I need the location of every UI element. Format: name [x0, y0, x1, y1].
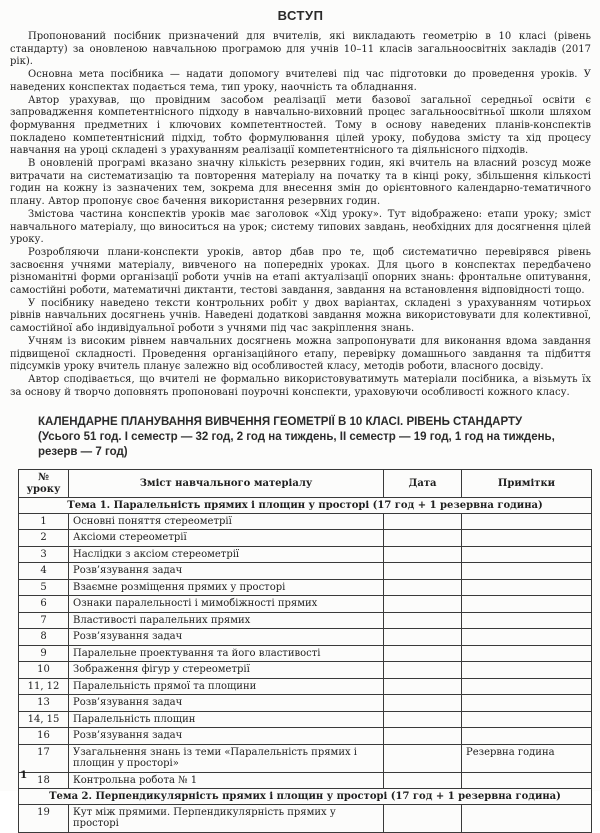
- column-header-notes: Примітки: [462, 470, 592, 498]
- lesson-content-cell: Розв’язування задач: [69, 728, 384, 745]
- theme-row: [19, 789, 592, 805]
- lesson-number-cell: 17: [19, 744, 69, 772]
- table-row: [19, 645, 592, 662]
- calendar-heading-block: [38, 415, 567, 460]
- table-row: [19, 662, 592, 679]
- page-number: 1: [20, 769, 28, 781]
- lesson-content-cell: Наслідки з аксіом стереометрії: [69, 546, 384, 563]
- lesson-notes-cell: [462, 563, 592, 580]
- intro-paragraph: У посібнику наведено тексти контрольних робіт у двох варіантах, складені з урахуванням чотирьох рівнів навчальних досягнень учнів. Наведені додаткові завдання можна використовувати для колективної, самостійної або індивідуальної роботи з учнями під час закріплення знань.: [10, 297, 591, 335]
- lesson-content-cell: Кут між прямими. Перпендикулярність прямих у просторі: [69, 804, 384, 832]
- lesson-notes-cell: [462, 612, 592, 629]
- lesson-content-cell: Контрольна робота № 1: [69, 772, 384, 789]
- lesson-notes-cell: [462, 772, 592, 789]
- lesson-number-cell: 1: [19, 513, 69, 530]
- lesson-number-cell: 8: [19, 629, 69, 646]
- lesson-number-cell: 13: [19, 695, 69, 712]
- column-header-content: Зміст навчального матеріалу: [69, 470, 384, 498]
- lesson-date-cell: [384, 596, 462, 613]
- table-row: [19, 579, 592, 596]
- intro-paragraph: Розробляючи плани-конспекти уроків, автор дбав про те, щоб систематично перевірявся рівень засвоєння учнями матеріалу, вивченого на попередніх уроках. Для цього в конспектах передбачено різноманітні форми організації роботи учнів на етапі актуалізації опорних знань: фронтальне опитування, самостійні роботи, математичні диктанти, тестові завдання, завдання на встановлення відповідності тощо.: [10, 246, 591, 297]
- column-header-lesson-number: № уроку: [19, 470, 69, 498]
- lesson-number-cell: 9: [19, 645, 69, 662]
- lesson-date-cell: [384, 612, 462, 629]
- lesson-date-cell: [384, 579, 462, 596]
- lesson-number-cell: 11, 12: [19, 678, 69, 695]
- lesson-number-cell: 14, 15: [19, 711, 69, 728]
- table-row: [19, 513, 592, 530]
- table-row: [19, 695, 592, 712]
- lesson-date-cell: [384, 563, 462, 580]
- table-row: [19, 530, 592, 547]
- intro-paragraph: Основна мета посібника — надати допомогу вчителеві під час підготовки до проведення уроків. У наведених конспектах подається тема, тип уроку, наочність та обладнання.: [10, 69, 591, 93]
- lesson-number-cell: 6: [19, 596, 69, 613]
- lesson-number-cell: 10: [19, 662, 69, 679]
- lesson-content-cell: Зображення фігур у стереометрії: [69, 662, 384, 679]
- theme-row: [19, 498, 592, 514]
- lesson-notes-cell: [462, 804, 592, 832]
- intro-paragraph: Пропонований посібник призначений для вчителів, які викладають геометрію в 10 класі (рівень стандарту) за оновленою навчальною програмою для учнів 10–11 класів загальноосвітніх закладів (2017 рік).: [10, 31, 591, 68]
- table-row: [19, 546, 592, 563]
- lesson-date-cell: [384, 772, 462, 789]
- theme-title: Тема 2. Перпендикулярність прямих і площин у просторі (17 год + 1 резервна година): [19, 789, 592, 805]
- lesson-number-cell: 16: [19, 728, 69, 745]
- lesson-notes-cell: [462, 530, 592, 547]
- lesson-content-cell: Паралельність прямої та площини: [69, 678, 384, 695]
- table-row: [19, 711, 592, 728]
- lesson-date-cell: [384, 546, 462, 563]
- lesson-date-cell: [384, 804, 462, 832]
- lesson-date-cell: [384, 678, 462, 695]
- calendar-subheading: (Усього 51 год. І семестр — 32 год, 2 год на тиждень, ІІ семестр — 19 год, 1 год на тиждень, резерв — 7 год): [38, 431, 555, 459]
- lesson-notes-cell: [462, 579, 592, 596]
- lesson-notes-cell: [462, 513, 592, 530]
- lesson-number-cell: 2: [19, 530, 69, 547]
- table-row: [19, 563, 592, 580]
- lesson-notes-cell: [462, 546, 592, 563]
- lesson-date-cell: [384, 530, 462, 547]
- column-header-date: Дата: [384, 470, 462, 498]
- lesson-content-cell: Властивості паралельних прямих: [69, 612, 384, 629]
- lesson-date-cell: [384, 728, 462, 745]
- table-header-row: [19, 470, 592, 498]
- intro-paragraph: Автор сподівається, що вчителі не формально використовуватимуть матеріали посібника, а візьмуть їх за основу й творчо доповнять пропоновані поурочні конспекти, ураховуючи особливості кожного класу.: [10, 373, 591, 398]
- table-row: [19, 804, 592, 832]
- lesson-content-cell: Розв’язування задач: [69, 695, 384, 712]
- lesson-notes-cell: [462, 596, 592, 613]
- table-row: [19, 772, 592, 789]
- lesson-number-cell: 18: [19, 772, 69, 789]
- lesson-date-cell: [384, 695, 462, 712]
- intro-paragraph: В оновленій програмі вказано значну кількість резервних годин, які вчитель на власний розсуд може витрачати на систематизацію та повторення матеріалу на початку та в кінці року, збільшення кількості годин на кожну із зазначених тем, зокрема для внесення змін до орієнтовного календарно-тематичного плану. Автор пропонує своє бачення використання резервних годин.: [10, 158, 591, 208]
- table-row: [19, 612, 592, 629]
- page-title: ВСТУП: [277, 8, 324, 23]
- calendar-heading: КАЛЕНДАРНЕ ПЛАНУВАННЯ ВИВЧЕННЯ ГЕОМЕТРІЇ В 10 КЛАСІ. РІВЕНЬ СТАНДАРТУ: [38, 416, 523, 429]
- lesson-plan-table: [18, 469, 592, 833]
- table-row: [19, 678, 592, 695]
- theme-title: Тема 1. Паралельність прямих і площин у просторі (17 год + 1 резервна година): [19, 498, 592, 514]
- intro-paragraph: Учням із високим рівнем навчальних досягнень можна запропонувати для виконання вдома завдання підвищеної складності. Проведення організаційного етапу, перевірку домашнього завдання та підбиття підсумків уроку вчитель планує залежно від особливостей класу, методів роботи, власного досвіду.: [10, 335, 591, 373]
- lesson-date-cell: [384, 513, 462, 530]
- lesson-content-cell: Розв’язування задач: [69, 629, 384, 646]
- lesson-date-cell: [384, 662, 462, 679]
- lesson-notes-cell: [462, 678, 592, 695]
- intro-section: [10, 31, 591, 399]
- lesson-date-cell: [384, 744, 462, 772]
- lesson-content-cell: Аксіоми стереометрії: [69, 530, 384, 547]
- lesson-number-cell: 5: [19, 579, 69, 596]
- lesson-notes-cell: [462, 629, 592, 646]
- table-row: [19, 728, 592, 745]
- lesson-notes-cell: [462, 728, 592, 745]
- intro-paragraph: Змістова частина конспектів уроків має заголовок «Хід уроку». Тут відображено: етапи уроку; зміст навчального матеріалу, що виноситься на урок; систему типових завдань, необхідних для досягнення цілей уроку.: [10, 208, 591, 246]
- lesson-date-cell: [384, 629, 462, 646]
- lesson-content-cell: Розв’язування задач: [69, 563, 384, 580]
- lesson-number-cell: 4: [19, 563, 69, 580]
- table-row: [19, 744, 592, 772]
- lesson-content-cell: Основні поняття стереометрії: [69, 513, 384, 530]
- table-row: [19, 629, 592, 646]
- lesson-content-cell: Узагальнення знань із теми «Паралельність прямих і площин у просторі»: [69, 744, 384, 772]
- lesson-content-cell: Паралельність площин: [69, 711, 384, 728]
- lesson-notes-cell: [462, 695, 592, 712]
- lesson-number-cell: 3: [19, 546, 69, 563]
- lesson-notes-cell: [462, 662, 592, 679]
- lesson-notes-cell: [462, 711, 592, 728]
- lesson-date-cell: [384, 711, 462, 728]
- lesson-content-cell: Взаємне розміщення прямих у просторі: [69, 579, 384, 596]
- lesson-content-cell: Паралельне проектування та його властивості: [69, 645, 384, 662]
- lesson-number-cell: 7: [19, 612, 69, 629]
- intro-paragraph: Автор урахував, що провідним засобом реалізації мети базової загальної середньої освіти є запровадження компетентнісного підходу в навчально-виховний процес загальноосвітньої школи шляхом формування предметних і ключових компетентностей. Тому в основу наведених планів-конспектів покладено компетентнісний підхід, тобто формулювання цілей уроку, побудова змісту та хід процесу навчання на уроці складені з урахуванням реалізації компетентнісного та діяльнісного підходів.: [10, 94, 591, 157]
- lesson-notes-cell: Резервна година: [462, 744, 592, 772]
- lesson-notes-cell: [462, 645, 592, 662]
- lesson-content-cell: Ознаки паралельності і мимобіжності прямих: [69, 596, 384, 613]
- lesson-number-cell: 19: [19, 804, 69, 832]
- table-row: [19, 596, 592, 613]
- lesson-date-cell: [384, 645, 462, 662]
